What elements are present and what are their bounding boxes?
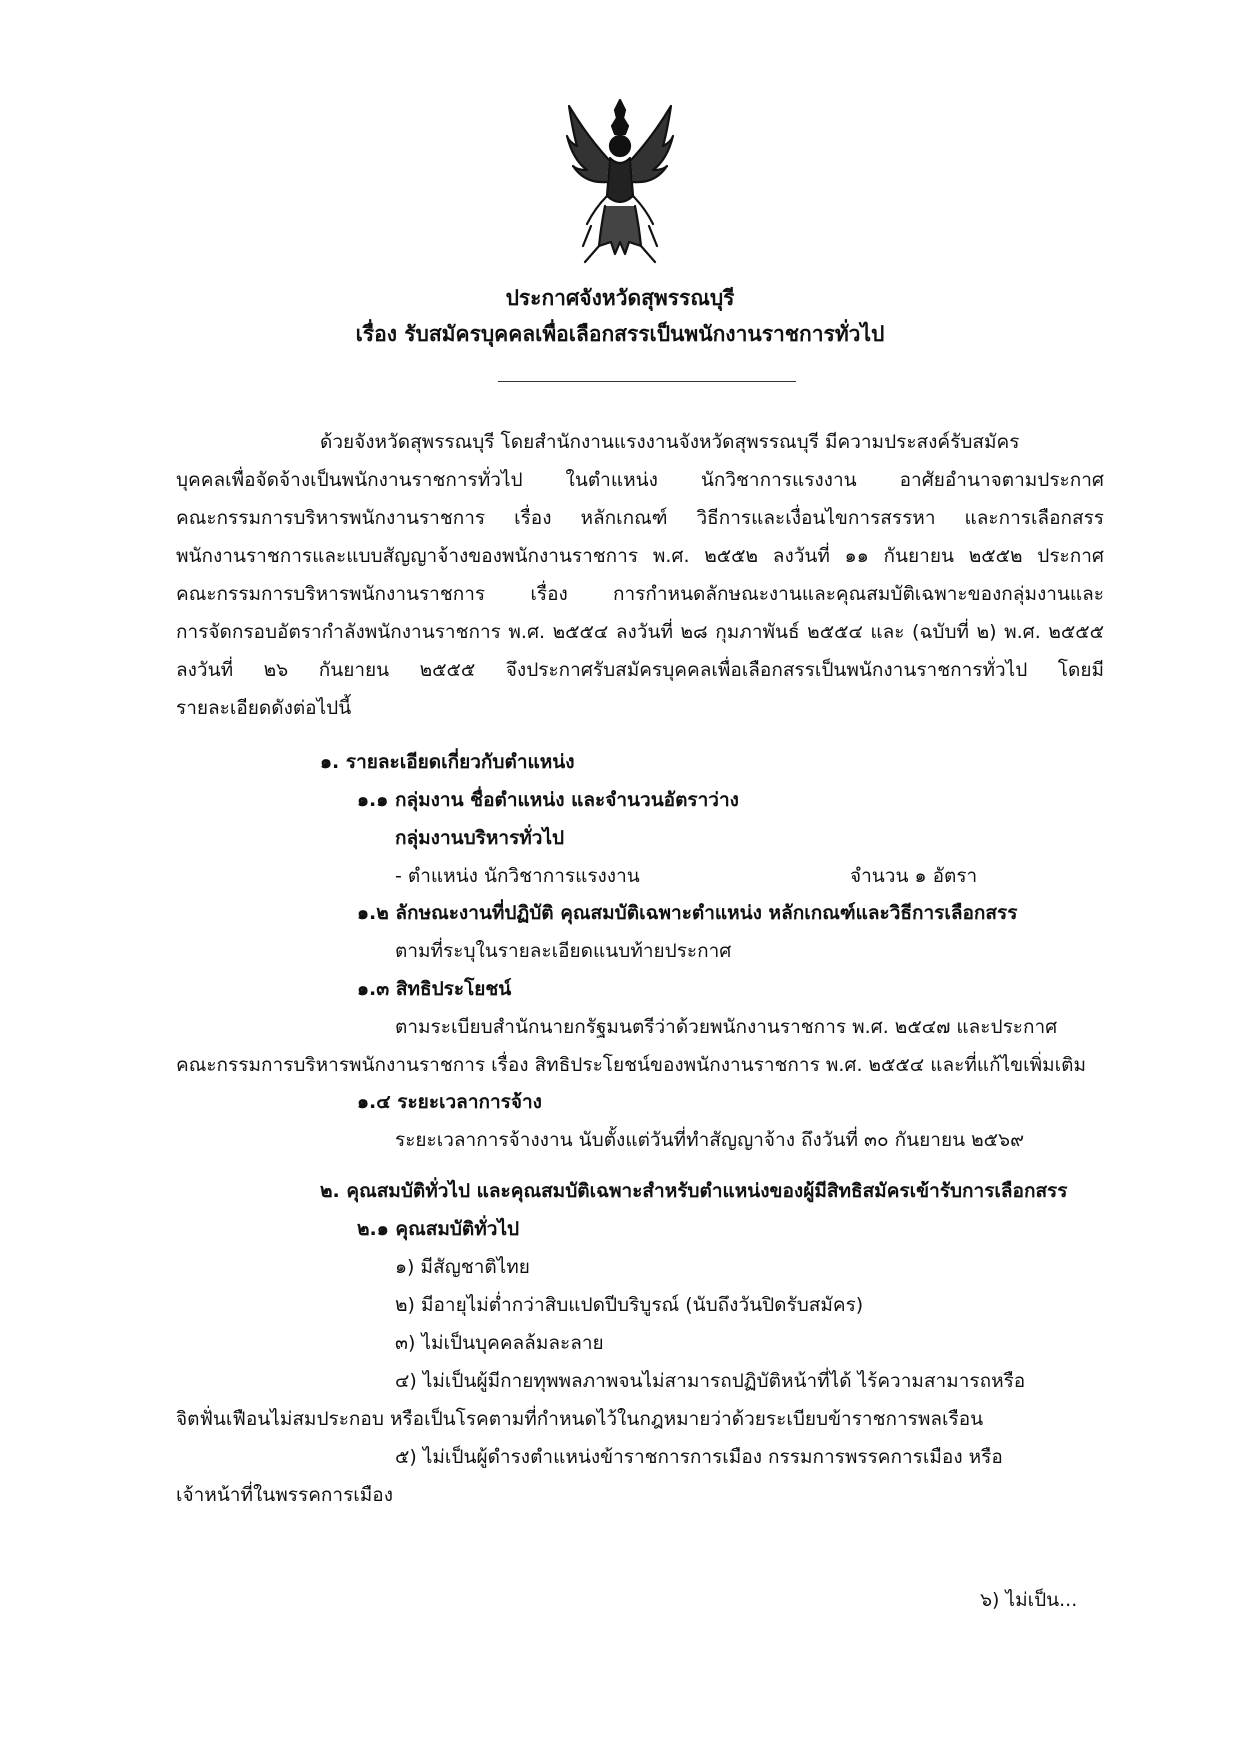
qualification-item-3: ๓) ไม่เป็นบุคคลล้มละลาย [395,1332,604,1354]
qualification-item-2: ๒) มีอายุไม่ต่ำกว่าสิบแปดปีบริบูรณ์ (นับถึงวันปิดรับสมัคร) [395,1294,864,1316]
section-1-1-group: กลุ่มงานบริหารทั่วไป [395,827,565,849]
garuda-emblem-icon [565,96,675,266]
qualification-item-4-line-2: จิตฟั่นเฟือนไม่สมประกอบ หรือเป็นโรคตามที่กำหนดไว้ในกฎหมายว่าด้วยระเบียบข้าราชการพลเรือน [176,1408,984,1430]
section-2-1-heading: ๒.๑ คุณสมบัติทั่วไป [357,1218,520,1240]
intro-line-6: การจัดกรอบอัตรากำลังพนักงานราชการ พ.ศ. ๒๕๕๔ ลงวันที่ ๒๘ กุมภาพันธ์ ๒๕๕๔ และ (ฉบับที่ ๒) พ.ศ. ๒๕๕๕ [176,621,1104,643]
section-2-heading: ๒. คุณสมบัติทั่วไป และคุณสมบัติเฉพาะสำหรับตำแหน่งของผู้มีสิทธิสมัครเข้ารับการเลือกสรร [320,1180,1068,1202]
qualification-item-1: ๑) มีสัญชาติไทย [395,1256,530,1278]
section-1-3-line-2: คณะกรรมการบริหารพนักงานราชการ เรื่อง สิทธิประโยชน์ของพนักงานราชการ พ.ศ. ๒๕๕๔ และที่แก้ไขเพิ่มเติม [176,1054,1087,1076]
document-subject: เรื่อง รับสมัครบุคคลเพื่อเลือกสรรเป็นพนักงานราชการทั่วไป [355,322,885,346]
section-1-1-position: - ตำแหน่ง นักวิชาการแรงงาน [395,865,640,887]
intro-line-1: ด้วยจังหวัดสุพรรณบุรี โดยสำนักงานแรงงานจังหวัดสุพรรณบุรี มีความประสงค์รับสมัคร [320,431,1020,453]
section-1-4-text: ระยะเวลาการจ้างงาน นับตั้งแต่วันที่ทำสัญญาจ้าง ถึงวันที่ ๓๐ กันยายน ๒๕๖๙ [395,1129,1025,1151]
qualification-item-5-line-1: ๕) ไม่เป็นผู้ดำรงตำแหน่งข้าราชการการเมือง กรรมการพรรคการเมือง หรือ [395,1446,1003,1468]
title-divider [498,381,796,382]
page-continuation: ๖) ไม่เป็น... [980,1589,1078,1611]
section-1-1-heading: ๑.๑ กลุ่มงาน ชื่อตำแหน่ง และจำนวนอัตราว่าง [357,789,739,811]
intro-line-3: คณะกรรมการบริหารพนักงานราชการ เรื่อง หลักเกณฑ์ วิธีการและเงื่อนไขการสรรหา และการเลือกสรร [176,507,1104,529]
section-1-3-heading: ๑.๓ สิทธิประโยชน์ [357,978,512,1000]
intro-line-8: รายละเอียดดังต่อไปนี้ [176,697,352,719]
intro-line-2: บุคคลเพื่อจัดจ้างเป็นพนักงานราชการทั่วไป ในตำแหน่ง นักวิชาการแรงงาน อาศัยอำนาจตามประกาศ [176,469,1104,491]
section-1-heading: ๑. รายละเอียดเกี่ยวกับตำแหน่ง [320,751,575,773]
intro-line-5: คณะกรรมการบริหารพนักงานราชการ เรื่อง การกำหนดลักษณะงานและคุณสมบัติเฉพาะของกลุ่มงานและ [176,583,1104,605]
section-1-1-count: จำนวน ๑ อัตรา [850,865,978,887]
intro-line-4: พนักงานราชการและแบบสัญญาจ้างของพนักงานราชการ พ.ศ. ๒๕๕๒ ลงวันที่ ๑๑ กันยายน ๒๕๕๒ ประกาศ [176,545,1104,567]
section-1-2-text: ตามที่ระบุในรายละเอียดแนบท้ายประกาศ [395,940,732,962]
section-1-4-heading: ๑.๔ ระยะเวลาการจ้าง [357,1091,542,1113]
qualification-item-5-line-2: เจ้าหน้าที่ในพรรคการเมือง [176,1484,393,1506]
qualification-item-4-line-1: ๔) ไม่เป็นผู้มีกายทุพพลภาพจนไม่สามารถปฏิบัติหน้าที่ได้ ไร้ความสามารถหรือ [395,1370,1026,1392]
section-1-3-line-1: ตามระเบียบสำนักนายกรัฐมนตรีว่าด้วยพนักงานราชการ พ.ศ. ๒๕๔๗ และประกาศ [395,1016,1058,1038]
section-1-2-heading: ๑.๒ ลักษณะงานที่ปฏิบัติ คุณสมบัติเฉพาะตำแหน่ง หลักเกณฑ์และวิธีการเลือกสรร [357,902,1018,924]
document-title: ประกาศจังหวัดสุพรรณบุรี [505,286,735,310]
intro-line-7: ลงวันที่ ๒๖ กันยายน ๒๕๕๕ จึงประกาศรับสมัครบุคคลเพื่อเลือกสรรเป็นพนักงานราชการทั่วไป โดยมี [176,659,1104,681]
